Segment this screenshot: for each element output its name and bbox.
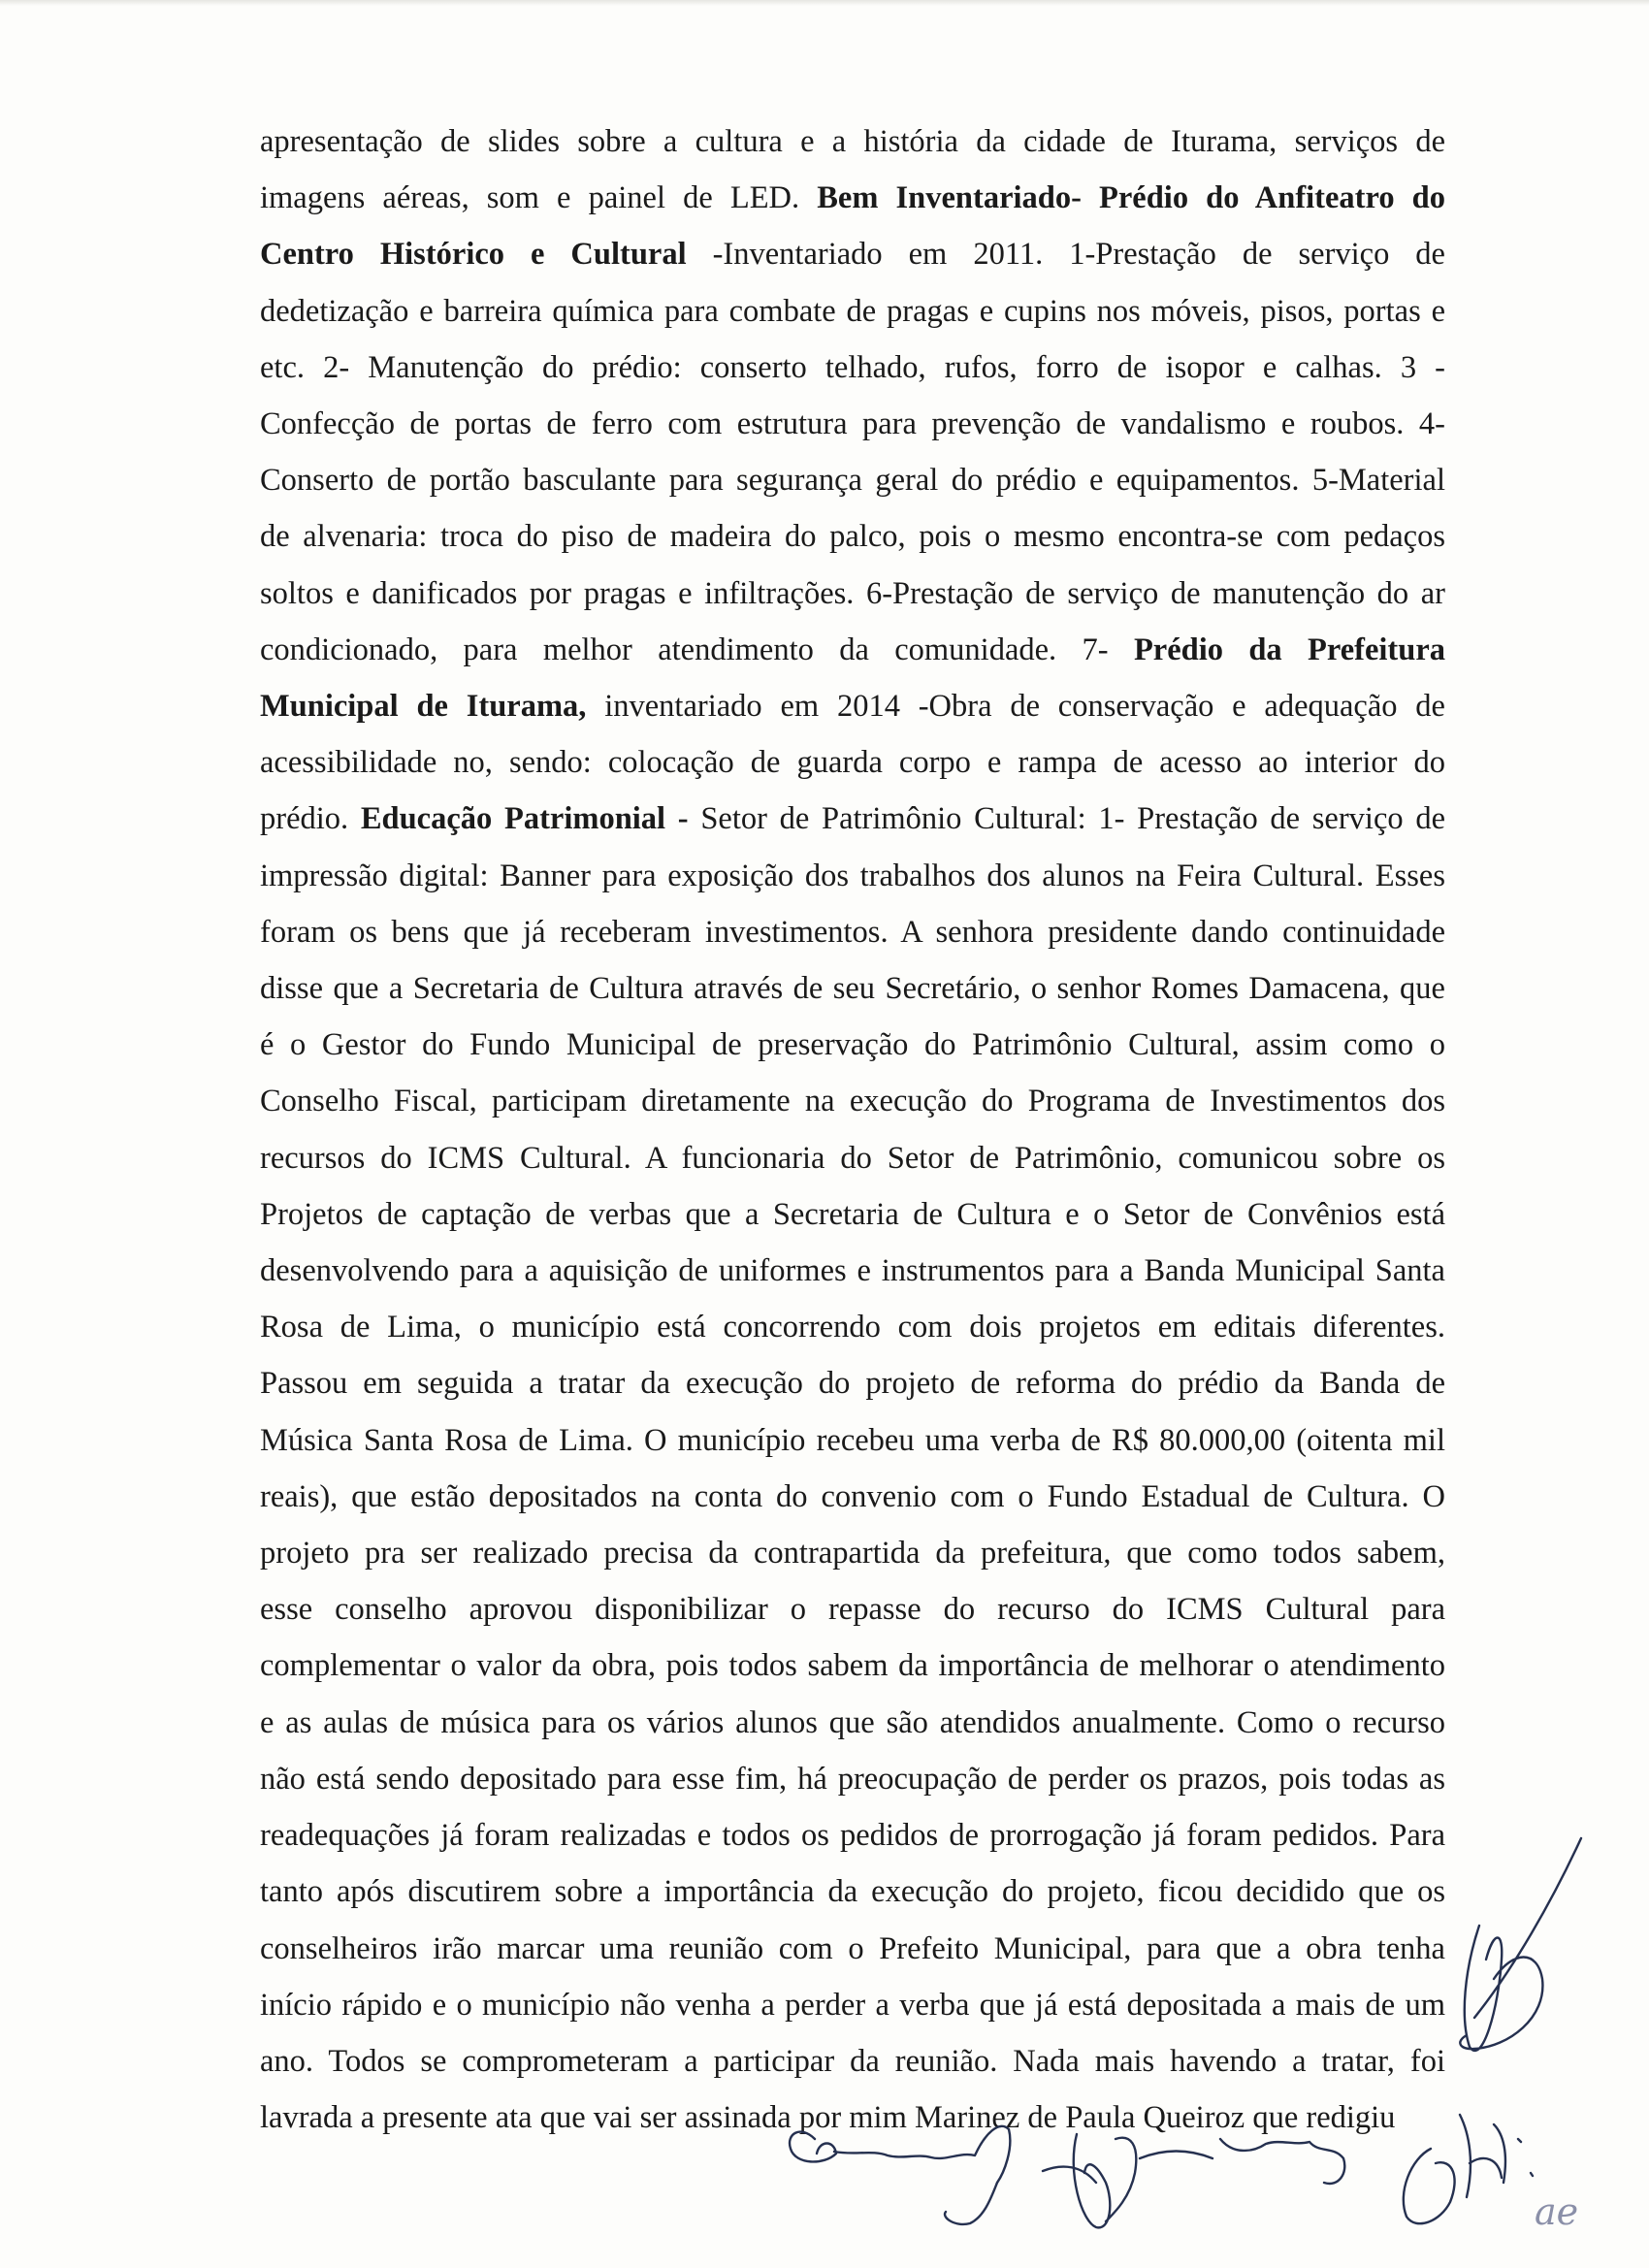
text-line xyxy=(260,566,1445,622)
text-fragment: Conserto de portão basculante para segurança geral do prédio e equipamentos. 5-Material xyxy=(260,463,1445,499)
text-line xyxy=(260,1637,1445,1694)
text-fragment: foram os bens que já receberam investimentos. A senhora presidente dando continuidade xyxy=(260,914,1445,950)
text-line xyxy=(260,1073,1445,1129)
text-line xyxy=(260,396,1445,452)
text-line xyxy=(260,1469,1445,1525)
text-fragment: início rápido e o município não venha a perder a verba que já está depositada a mais de um xyxy=(260,1987,1445,2023)
bold-text-fragment: Prédio da Prefeitura xyxy=(1133,632,1445,667)
text-fragment: dedetização e barreira química para combate de pragas e cupins nos móveis, pisos, portas e xyxy=(260,293,1445,329)
bold-text-fragment: Educação Patrimonial - xyxy=(360,801,689,837)
text-fragment: desenvolvendo para a aquisição de uniformes e instrumentos para a Banda Municipal Santa xyxy=(260,1253,1445,1289)
text-line xyxy=(260,1186,1445,1243)
text-line xyxy=(260,1863,1445,1920)
text-line xyxy=(260,1581,1445,1637)
text-line xyxy=(260,848,1445,904)
text-line xyxy=(260,1695,1445,1751)
text-fragment: complementar o valor da obra, pois todos sabem da importância de melhorar o atendimento xyxy=(260,1648,1445,1684)
text-line xyxy=(260,340,1445,396)
text-line xyxy=(260,1921,1445,1977)
text-line xyxy=(260,1017,1445,1073)
text-fragment: de alvenaria: troca do piso de madeira do palco, pois o mesmo encontra-se com pedaços xyxy=(260,519,1445,555)
text-line xyxy=(260,622,1445,678)
text-fragment: é o Gestor do Fundo Municipal de preservação do Patrimônio Cultural, assim como o xyxy=(260,1027,1445,1063)
text-fragment: Confecção de portas de ferro com estrutura para prevenção de vandalismo e roubos. 4- xyxy=(260,406,1445,442)
handwritten-initials: ae xyxy=(1535,2190,1579,2233)
text-fragment: Passou em seguida a tratar da execução do projeto de reforma do prédio da Banda de xyxy=(260,1366,1445,1402)
bold-text-fragment: Municipal de Iturama, xyxy=(260,689,587,725)
text-fragment: inventariado em 2014 -Obra de conservação e adequação de xyxy=(586,689,1445,725)
text-fragment: acessibilidade no, sendo: colocação de guarda corpo e rampa de acesso ao interior do xyxy=(260,745,1445,781)
bold-text-fragment: Bem Inventariado- Prédio do Anfiteatro do xyxy=(817,180,1446,216)
text-line xyxy=(260,1525,1445,1581)
text-fragment: Conselho Fiscal, participam diretamente na execução do Programa de Investimentos dos xyxy=(260,1084,1445,1119)
text-line xyxy=(260,1412,1445,1469)
text-fragment: prédio. xyxy=(260,801,361,837)
scan-top-edge xyxy=(0,0,1649,6)
text-fragment: soltos e danificados por pragas e infiltrações. 6-Prestação de serviço de manutenção do ar xyxy=(260,575,1445,611)
bold-text-fragment: Centro Histórico e Cultural xyxy=(260,237,687,273)
text-line xyxy=(260,1130,1445,1186)
text-fragment: -Inventariado em 2011. 1-Prestação de serviço de xyxy=(686,237,1445,273)
text-fragment: apresentação de slides sobre a cultura e a história da cidade de Iturama, serviços de xyxy=(260,124,1445,159)
text-line xyxy=(260,113,1445,170)
text-fragment: Música Santa Rosa de Lima. O município recebeu uma verba de R$ 80.000,00 (oitenta mil xyxy=(260,1422,1445,1458)
text-fragment: condicionado, para melhor atendimento da comunidade. 7- xyxy=(260,632,1134,667)
text-line xyxy=(260,508,1445,565)
signature-2 xyxy=(1043,2134,1344,2227)
text-line xyxy=(260,904,1445,960)
text-line xyxy=(260,1977,1445,2033)
text-fragment: Rosa de Lima, o município está concorrendo com dois projetos em editais diferentes. xyxy=(260,1310,1445,1345)
text-line xyxy=(260,791,1445,847)
text-fragment: imagens aéreas, som e painel de LED. xyxy=(260,180,818,216)
text-fragment: projeto pra ser realizado precisa da contrapartida da prefeitura, que como todos sabem, xyxy=(260,1536,1445,1571)
text-line xyxy=(260,170,1445,226)
text-fragment: reais), que estão depositados na conta do convenio com o Fundo Estadual de Cultura. O xyxy=(260,1478,1445,1514)
minutes-body-text xyxy=(260,113,1445,2146)
text-fragment: esse conselho aprovou disponibilizar o repasse do recurso do ICMS Cultural para xyxy=(260,1592,1445,1628)
text-fragment: readequações já foram realizadas e todos os pedidos de prorrogação já foram pedidos. Para xyxy=(260,1818,1445,1854)
text-fragment: tanto após discutirem sobre a importância da execução do projeto, ficou decidido que os xyxy=(260,1874,1445,1910)
text-line xyxy=(260,734,1445,791)
text-fragment: conselheiros irão marcar uma reunião com o Prefeito Municipal, para que a obra tenha xyxy=(260,1930,1445,1966)
text-line xyxy=(260,1807,1445,1863)
text-line xyxy=(260,2090,1445,2146)
text-fragment: lavrada a presente ata que vai ser assinada por mim Marinez de Paula Queiroz que redigiu xyxy=(260,2100,1396,2136)
text-fragment: impressão digital: Banner para exposição dos trabalhos dos alunos na Feira Cultural. Esses xyxy=(260,858,1445,893)
text-line xyxy=(260,1299,1445,1355)
text-line xyxy=(260,1751,1445,1807)
text-fragment: e as aulas de música para os vários alunos que são atendidos anualmente. Como o recurso xyxy=(260,1704,1445,1740)
text-line xyxy=(260,2033,1445,2090)
text-fragment: disse que a Secretaria de Cultura através de seu Secretário, o senhor Romes Damacena, que xyxy=(260,971,1445,1007)
text-fragment: não está sendo depositado para esse fim, há preocupação de perder os prazos, pois todas as xyxy=(260,1761,1445,1797)
text-line xyxy=(260,960,1445,1017)
text-fragment: recursos do ICMS Cultural. A funcionaria do Setor de Patrimônio, comunicou sobre os xyxy=(260,1140,1445,1176)
text-line xyxy=(260,1355,1445,1411)
text-fragment: etc. 2- Manutenção do prédio: conserto telhado, rufos, forro de isopor e calhas. 3 - xyxy=(260,349,1445,385)
margin-rubric xyxy=(1460,1838,1581,2051)
text-line xyxy=(260,226,1445,282)
text-line xyxy=(260,452,1445,508)
text-fragment: Setor de Patrimônio Cultural: 1- Prestação de serviço de xyxy=(688,801,1445,837)
text-line xyxy=(260,678,1445,734)
text-fragment: ano. Todos se comprometeram a participar da reunião. Nada mais havendo a tratar, foi xyxy=(260,2043,1445,2079)
text-line xyxy=(260,283,1445,340)
text-fragment: Projetos de captação de verbas que a Secretaria de Cultura e o Setor de Convênios está xyxy=(260,1196,1445,1232)
text-line xyxy=(260,1243,1445,1299)
